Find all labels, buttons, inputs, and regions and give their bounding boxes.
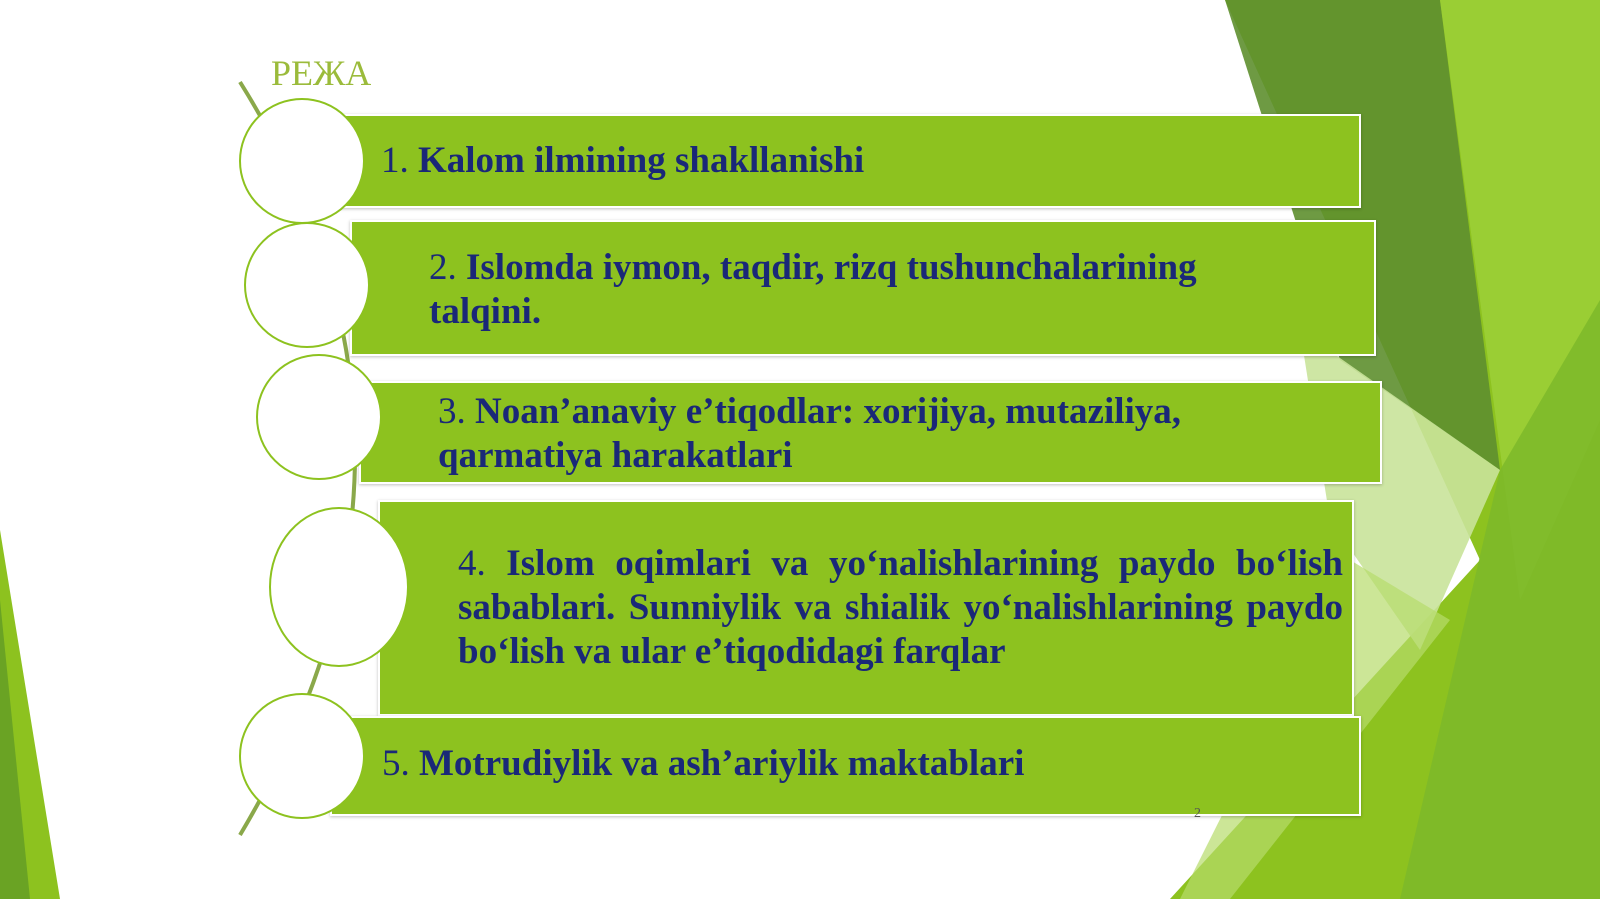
item-4-marker [269, 507, 409, 667]
plan-item-2-text: 2. Islomda iymon, taqdir, rizq tushunchalarining talqini. [429, 247, 1197, 332]
slide-page-number: 2 [1194, 806, 1201, 821]
plan-item-5-text: 5. Motrudiylik va ash’ariylik maktablari [382, 743, 1025, 784]
item-3-marker [256, 354, 382, 480]
plan-item-4-text: 4. Islom oqimlari va yo‘nalishlarining paydo bo‘lish sabablari. Sunniylik va shialik yo‘nalishlarining paydo bo‘lish va ular e’tiqodidagi farqlar [458, 543, 1343, 672]
plan-item-1-text: 1. Kalom ilmining shakllanishi [381, 140, 865, 181]
plan-item-3-text: 3. Noan’anaviy e’tiqodlar: xorijiya, mutaziliya, qarmatiya harakatlari [438, 391, 1182, 476]
item-2-marker [244, 222, 370, 348]
item-5-marker [239, 693, 365, 819]
item-1-marker [239, 98, 365, 224]
slide-title: РЕЖА [271, 53, 372, 93]
